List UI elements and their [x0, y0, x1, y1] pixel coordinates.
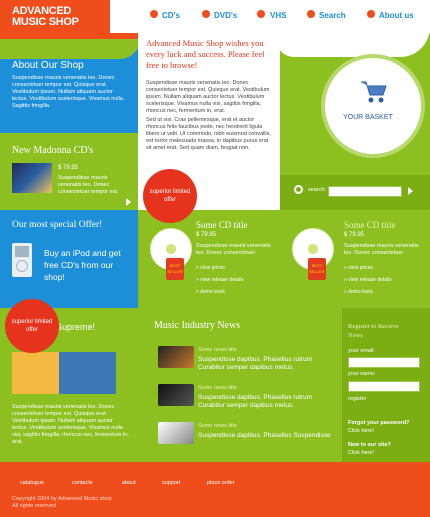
cd-2-price: $ 79.95 [344, 232, 365, 238]
magnifier-icon [294, 185, 303, 194]
madonna-desc: Suspendisse mauris venenatis leo. Donec consectetuer tempor est. [58, 175, 119, 195]
logo-line-1: ADVANCED [12, 5, 72, 17]
nav-dot-icon [257, 10, 265, 18]
welcome-paragraph-2: Sed ut visi. Cras pellentesque, erat et auctor rhoncus felis faucibus pede, nec hendrerit ligula libero ut velit. Ut commodo, nibh euismod convallis, est tortor malesuada massa, in dapibus purus erat sit amet erat. Sed quam diam, feugiat non. [146, 117, 272, 151]
footer-link-catalogue[interactable]: catalogue [20, 480, 44, 486]
nav-about-us[interactable]: About us [379, 11, 414, 20]
new-to-site-text: New to our site? [348, 442, 391, 448]
nav-search[interactable]: Search [319, 11, 346, 20]
basket-white-curve [276, 27, 430, 57]
logo[interactable] [0, 0, 110, 33]
footer-link-about[interactable]: about [122, 480, 136, 486]
best-seller-tag: BEST SELLER [308, 258, 326, 280]
new-to-site-link[interactable]: Click here! [348, 450, 374, 456]
ipod-image[interactable] [12, 243, 32, 277]
register-title: Register to Recieve News [348, 323, 399, 339]
supreme-text: Suspendisse mauris venenatis leo. Donec consectetuer tempor est. Quisque erat. Vestibulum ipsum. Nullam aliquam auctor lectus. Vestibulum scelerisque. Vivamus nulla visi, sagittis fringilla, rhoncus nec, fermentum in, erat. [12, 404, 129, 445]
about-green-swoosh [0, 39, 140, 59]
footer [0, 462, 430, 517]
nav-dot-icon [202, 10, 210, 18]
welcome-paragraph-1: Suspendisse mauris venenatis leo. Donec consectetuer tempor est. Quisque erat. Vestibulum ipsum. Nullam aliquam auctor lectus. Vestibulum scelerisque. Vivamus nulla visi, sagittis fringilla, rhoncus nec, fermentum in, erat. [146, 80, 270, 114]
search-go-arrow-icon[interactable] [408, 187, 413, 195]
cd-2-view-release-link[interactable]: » view release details [344, 274, 392, 286]
news-title: Music Industry News [154, 320, 241, 331]
ipod-wheel [16, 260, 28, 272]
news-2-meta: Some news title [198, 385, 237, 391]
news-3-meta: Some news title [198, 423, 237, 429]
about-panel [0, 33, 138, 133]
nav-cds[interactable]: CD's [162, 11, 180, 20]
cd-1-view-release-link[interactable]: » view release details [196, 274, 244, 286]
footer-copyright: Copyright 2004 by Advanced Music shop [12, 496, 112, 502]
news-2-text: Suspendisse dapibus. Phasellus rutrum Curabitur semper dapibus metus. [198, 394, 313, 409]
register-button[interactable]: register [348, 396, 367, 402]
special-offer-title: Our most special Offer! [12, 220, 103, 230]
cd-2-view-prices-link[interactable]: » view prices [344, 262, 373, 274]
cd-1-demo-track-link[interactable]: » demo track [196, 286, 225, 298]
cd-1-desc: Suspendisse mauris venenatis leo. Donec consectetuer [196, 243, 271, 256]
news-thumbnail-3[interactable] [158, 422, 194, 444]
news-thumbnail-2[interactable] [158, 384, 194, 406]
forgot-password-text: Forgot your password? [348, 420, 410, 426]
nav-dot-icon [150, 10, 158, 18]
email-field[interactable] [348, 357, 420, 368]
madonna-more-arrow-icon[interactable] [126, 198, 131, 206]
about-title: About Our Shop [12, 60, 84, 71]
nav-dvds[interactable]: DVD's [214, 11, 238, 20]
madonna-panel [0, 133, 138, 210]
special-offer-text: Buy an iPod and get free CD's from our shop! [44, 248, 121, 282]
best-seller-tag: BEST SELLER [166, 258, 184, 280]
superior-limited-offer-badge: superior limited offer [8, 302, 56, 350]
ipod-screen [15, 246, 29, 257]
cd-1-title: Some CD title [196, 220, 248, 230]
forgot-password-link[interactable]: Click here! [348, 428, 374, 434]
footer-link-contacts[interactable]: contacts [72, 480, 93, 486]
basket-circle[interactable] [325, 58, 421, 154]
basket-label: YOUR BASKET [343, 114, 393, 121]
supreme-title: Supreme! [56, 322, 96, 332]
footer-link-support[interactable]: support [162, 480, 181, 486]
search-input[interactable] [328, 186, 402, 197]
footer-link-place-order[interactable]: place order [207, 480, 235, 486]
news-1-meta: Some news title [198, 347, 237, 353]
news-thumbnail-1[interactable] [158, 346, 194, 368]
news-1-text: Suspendisse dapibus. Phasellus rutrum Curabitur semper dapibus metus. [198, 356, 313, 371]
register-panel [342, 308, 430, 462]
madonna-price: $ 79.95 [58, 165, 79, 171]
search-bar [280, 175, 430, 210]
nav-dot-icon [367, 10, 375, 18]
footer-rights: All rights reserved [12, 503, 57, 509]
search-label: search: [308, 187, 327, 193]
basket-panel [280, 33, 430, 175]
cd-2-title: Some CD title [344, 220, 396, 230]
special-offer-panel [0, 210, 138, 308]
about-text: Suspendisse mauris venenatis leo. Donec consectetuer tempor est. Quisque erat. Vestibulum ipsum. Nullam aliquam auctor lectus. Vestibulum scelerisque. Vivamus nulla. Sagittis fringilla. [12, 75, 125, 109]
cd-2-desc: Suspendisse mauris venenatis leo. Donec consectetuer [344, 243, 419, 256]
cd-2-demo-track-link[interactable]: » demo track [344, 286, 373, 298]
supreme-cover-image[interactable] [12, 352, 116, 394]
cd-column-1 [138, 210, 280, 308]
name-label: your name: [348, 371, 376, 377]
nav-dot-icon [307, 10, 315, 18]
news-3-text: Suspendisse dapibus. Phasellus Suspendisse [198, 432, 331, 439]
news-panel [138, 308, 342, 462]
name-field[interactable] [348, 381, 420, 392]
welcome-heading: Advanced Music Shop wishes you every luck and success. Please feel free to browse! [146, 38, 265, 70]
shopping-cart-icon [358, 78, 388, 104]
email-label: your email: [348, 348, 375, 354]
madonna-title: New Madonna CD's [12, 145, 94, 156]
cd-1-view-prices-link[interactable]: » view prices [196, 262, 225, 274]
logo-line-2: MUSIC SHOP [12, 16, 79, 28]
cd-1-price: $ 79.95 [196, 232, 217, 238]
madonna-cover-image[interactable] [12, 163, 52, 193]
nav-vhs[interactable]: VHS [270, 11, 287, 20]
cd-column-2 [280, 210, 430, 308]
superior-limited-offer-badge: superior limited offer [146, 172, 194, 220]
